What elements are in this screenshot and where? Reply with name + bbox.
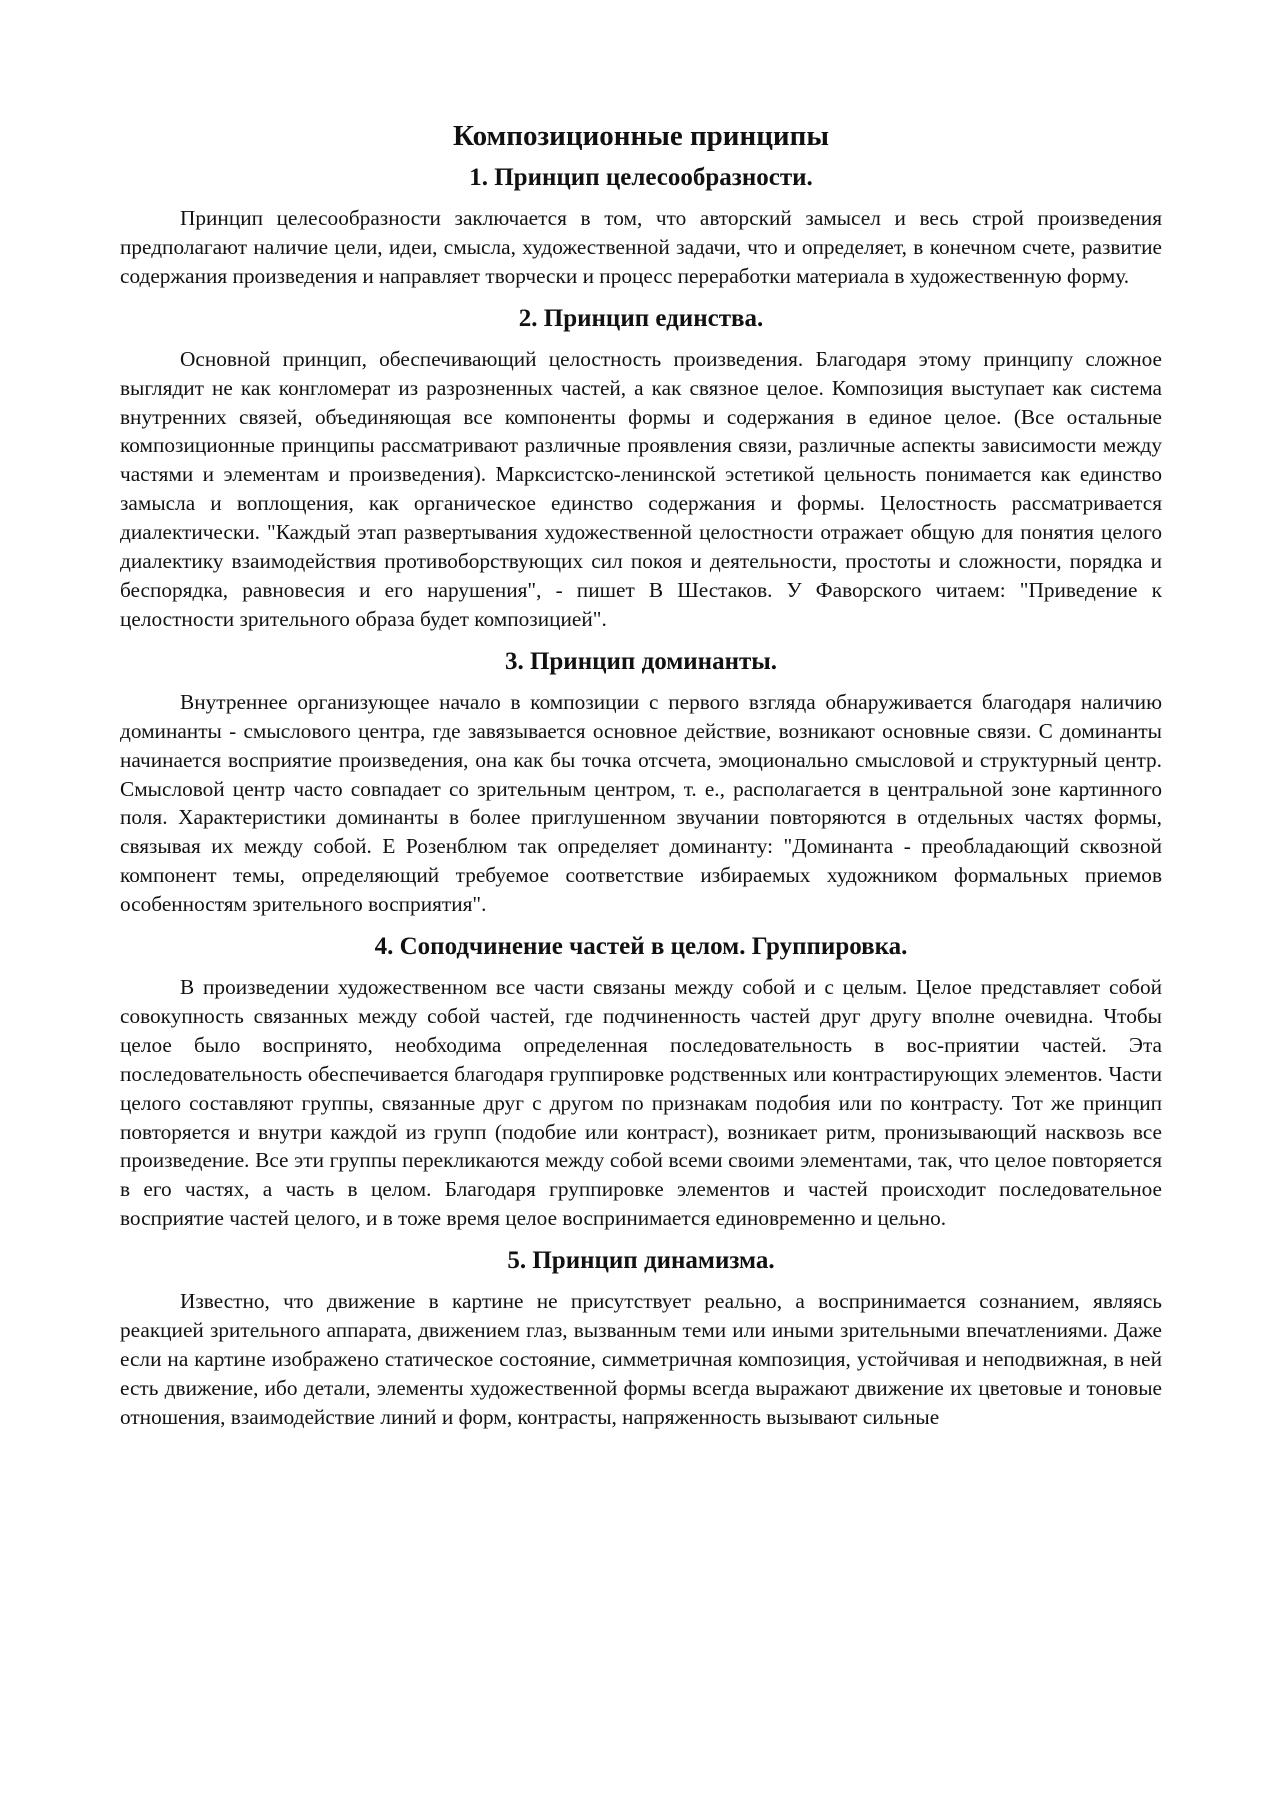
section-paragraph-5: Известно, что движение в картине не присутствует реально, а воспринимается сознанием, являясь реакцией зрительного аппарата, движением глаз, вызванным теми или иными зрительными впечатлениями. Даже если на картине изображено статическое состояние, симметричная композиция, устойчивая и неподвижная, в ней есть движение, ибо детали, элементы художественной формы всегда выражают движение их цветовые и тоновые отношения, взаимодействие линий и форм, контрасты, напряженность вызывают сильные xyxy=(120,1289,1162,1429)
section-heading-1: 1. Принцип целесообразности. xyxy=(469,164,813,191)
section-paragraph-3: Внутреннее организующее начало в композиции с первого взгляда обнаруживается благодаря наличию доминанты - смыслового центра, где завязывается основное действие, возникают основные связи. С доминанты начинается восприятие произведения, она как бы точка отсчета, эмоционально смысловой и структурный центр. Смысловой центр часто совпадает со зрительным центром, т. е., располагается в центральной зоне картинного поля. Характеристики доминанты в более приглушенном звучании повторяются в отдельных частях формы, связывая их между собой. Е Розенблюм так определяет доминанту: "Доминанта - преобладающий сквозной компонент темы, определяющий требуемое соответствие избираемых художником формальных приемов особенностям зрительного восприятия". xyxy=(120,689,1162,917)
document-page xyxy=(120,118,1162,1444)
section-heading-2: 2. Принцип единства. xyxy=(518,304,764,332)
section-paragraph-1: Принцип целесообразности заключается в том, что авторский замысел и весь строй произведения предполагают наличие цели, идеи, смысла, художественной задачи, что и определяет, в конечном счете, развитие содержания произведения и направляет творчески и процесс переработки материала в художественную форму. xyxy=(120,206,1162,288)
document-title: Композиционные принципы xyxy=(453,120,829,152)
section-paragraph-2: Основной принцип, обеспечивающий целостность произведения. Благодаря этому принципу сложное выглядит не как конгломерат из разрозненных частей, а как связное целое. Композиция выступает как система внутренних связей, объединяющая все компоненты формы и содержания в единое целое. (Все остальные композиционные принципы рассматривают различные проявления связи, различные аспекты зависимости между частями и элементам и произведения). Марксистско-ленинской эстетикой цельность понимается как единство замысла и воплощения, как органическое единство содержания и формы. Целостность рассматривается диалектически. "Каждый этап развертывания художественной целостности отражает общую для понятия целого диалектику взаимодействия противоборствующих сил покоя и деятельности, простоты и сложности, порядка и беспорядка, равновесия и его нарушения", - пишет В Шестаков. У Фаворского читаем: "Приведение к целостности зрительного образа будет композицией". xyxy=(120,346,1162,631)
section-heading-3: 3. Принцип доминанты. xyxy=(504,647,778,675)
section-paragraph-4: В произведении художественном все части связаны между собой и с целым. Целое представляет собой совокупность связанных между собой частей, где подчиненность частей друг другу вполне очевидна. Чтобы целое было воспринято, необходима определенная последовательность в вос-приятии частей. Эта последовательность обеспечивается благодаря группировке родственных или контрастирующих элементов. Части целого составляют группы, связанные друг с другом по признакам подобия или по контрасту. Тот же принцип повторяется и внутри каждой из групп (подобие или контраст), возникает ритм, пронизывающий насквозь все произведение. Все эти группы перекликаются между собой всеми своими элементами, так, что целое повторяется в его частях, а часть в целом. Благодаря группировке элементов и частей происходит последовательное восприятие частей целого, и в тоже время целое воспринимается единовременно и цельно. xyxy=(120,975,1162,1231)
section-heading-4: 4. Соподчинение частей в целом. Группировка. xyxy=(374,933,908,961)
section-heading-5: 5. Принцип динамизма. xyxy=(507,1247,775,1275)
